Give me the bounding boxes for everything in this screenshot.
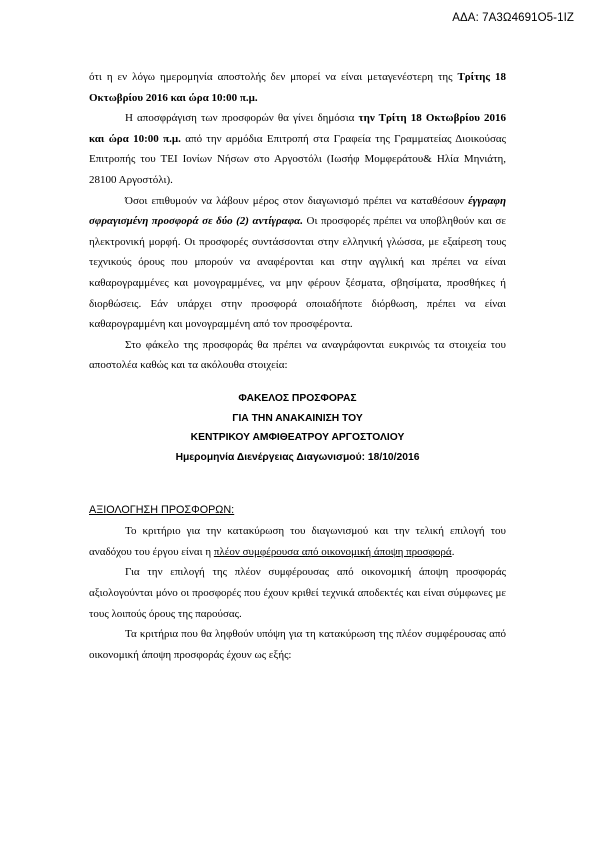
criterion-underlined: πλέον συμφέρουσα από οικονομική άποψη προσφορά xyxy=(213,545,452,558)
paragraph-text: Στο φάκελο της προσφοράς θα πρέπει να αναγράφονται ευκρινώς τα στοιχεία του αποστολέα καθώς και τα ακόλουθα στοιχεία: xyxy=(89,338,506,372)
paragraph-text: ότι η εν λόγω ημερομηνία αποστολής δεν μπορεί να είναι μεταγενέστερη της xyxy=(89,71,458,83)
paragraph-text: Για την επιλογή της πλέον συμφέρουσας από οικονομική άποψη προσφοράς αξιολογούνται μόνο οι προσφορές που έχουν κριθεί τεχνικά αποδεκτές και είναι σύμφωνες με τους λοιπούς όρους της παρούσας. xyxy=(89,566,506,620)
paragraph-text: Οι προσφορές πρέπει να υποβληθούν και σε ηλεκτρονική μορφή. Οι προσφορές συντάσσονται στην ελληνική γλώσσα, με εξαίρεση τους τεχνικούς όρους που μπορούν να αναφέρονται και στην αγγλική και πρέπει να είναι καθαρογραμμένες και μονογραμμένες, να μην φέρουν ξέσματα, σβησίματα, προσθήκες ή διορθώσεις. Εάν υπάρχει στην προσφορά οποιαδήποτε διόρθωση, πρέπει να είναι καθαρογραμμένη και μονογραμμένη από τον προσφέροντα. xyxy=(89,215,507,331)
document-body xyxy=(89,67,506,665)
paragraph-text: από την αρμόδια Επιτροπή στα Γραφεία της Γραμματείας Διοικούσας Επιτροπής του ΤΕΙ Ιονίων Νήσων στο Αργοστόλι (Ιωσήφ Μομφεράτου& Ηλία Μηνιάτη, 28100 Αργοστόλι). xyxy=(89,132,506,186)
envelope-date-line: Ημερομηνία Διενέργειας Διαγωνισμού: 18/10/2016 xyxy=(175,451,420,463)
opening-date-bold: την Τρίτη 18 Οκτωβρίου 2016 και ώρα 10:00 π.μ. xyxy=(89,112,507,145)
envelope-line: ΦΑΚΕΛΟΣ ΠΡΟΣΦΟΡΑΣ xyxy=(238,392,357,404)
paragraph-criteria-intro xyxy=(89,624,506,665)
envelope-heading xyxy=(89,389,506,467)
deadline-bold: Τρίτης 18 Οκτωβρίου 2016 και ώρα 10:00 π.μ. xyxy=(89,71,506,104)
submission-requirement: έγγραφη σφραγισμένη προσφορά σε δύο (2) αντίγραφα. xyxy=(89,194,506,228)
paragraph-dispatch-date xyxy=(89,67,506,108)
envelope-line: ΚΕΝΤΡΙΚΟΥ ΑΜΦΙΘΕΑΤΡΟΥ ΑΡΓΟΣΤΟΛΙΟΥ xyxy=(190,432,405,444)
paragraph-submission xyxy=(89,191,506,335)
envelope-line: ΓΙΑ ΤΗΝ ΑΝΑΚΑΙΝΙΣΗ ΤΟΥ xyxy=(232,412,363,424)
section-title xyxy=(89,500,506,521)
paragraph-text: Όσοι επιθυμούν να λάβουν μέρος στον διαγωνισμό πρέπει να καταθέσουν xyxy=(125,194,469,207)
ada-code: ΑΔΑ: 7Α3Ω4691Ο5-1ΙΖ xyxy=(452,12,574,24)
paragraph-text: Η αποσφράγιση των προσφορών θα γίνει δημόσια xyxy=(125,112,359,125)
paragraph-text: Τα κριτήρια που θα ληφθούν υπόψη για τη κατακύρωση της πλέον συμφέρουσας από οικονομική άποψη προσφοράς έχουν ως εξής: xyxy=(89,628,506,661)
paragraph-opening xyxy=(89,108,506,190)
paragraph-criterion xyxy=(89,521,506,562)
paragraph-evaluation xyxy=(89,562,506,624)
paragraph-text: . xyxy=(451,545,455,558)
paragraph-text: Το κριτήριο για την κατακύρωση του διαγωνισμού και την τελική επιλογή του αναδόχου του έργου είναι η xyxy=(89,525,506,558)
paragraph-envelope-info xyxy=(89,335,506,376)
section-title-text: ΑΞΙΟΛΟΓΗΣΗ ΠΡΟΣΦΟΡΩΝ: xyxy=(89,504,235,517)
